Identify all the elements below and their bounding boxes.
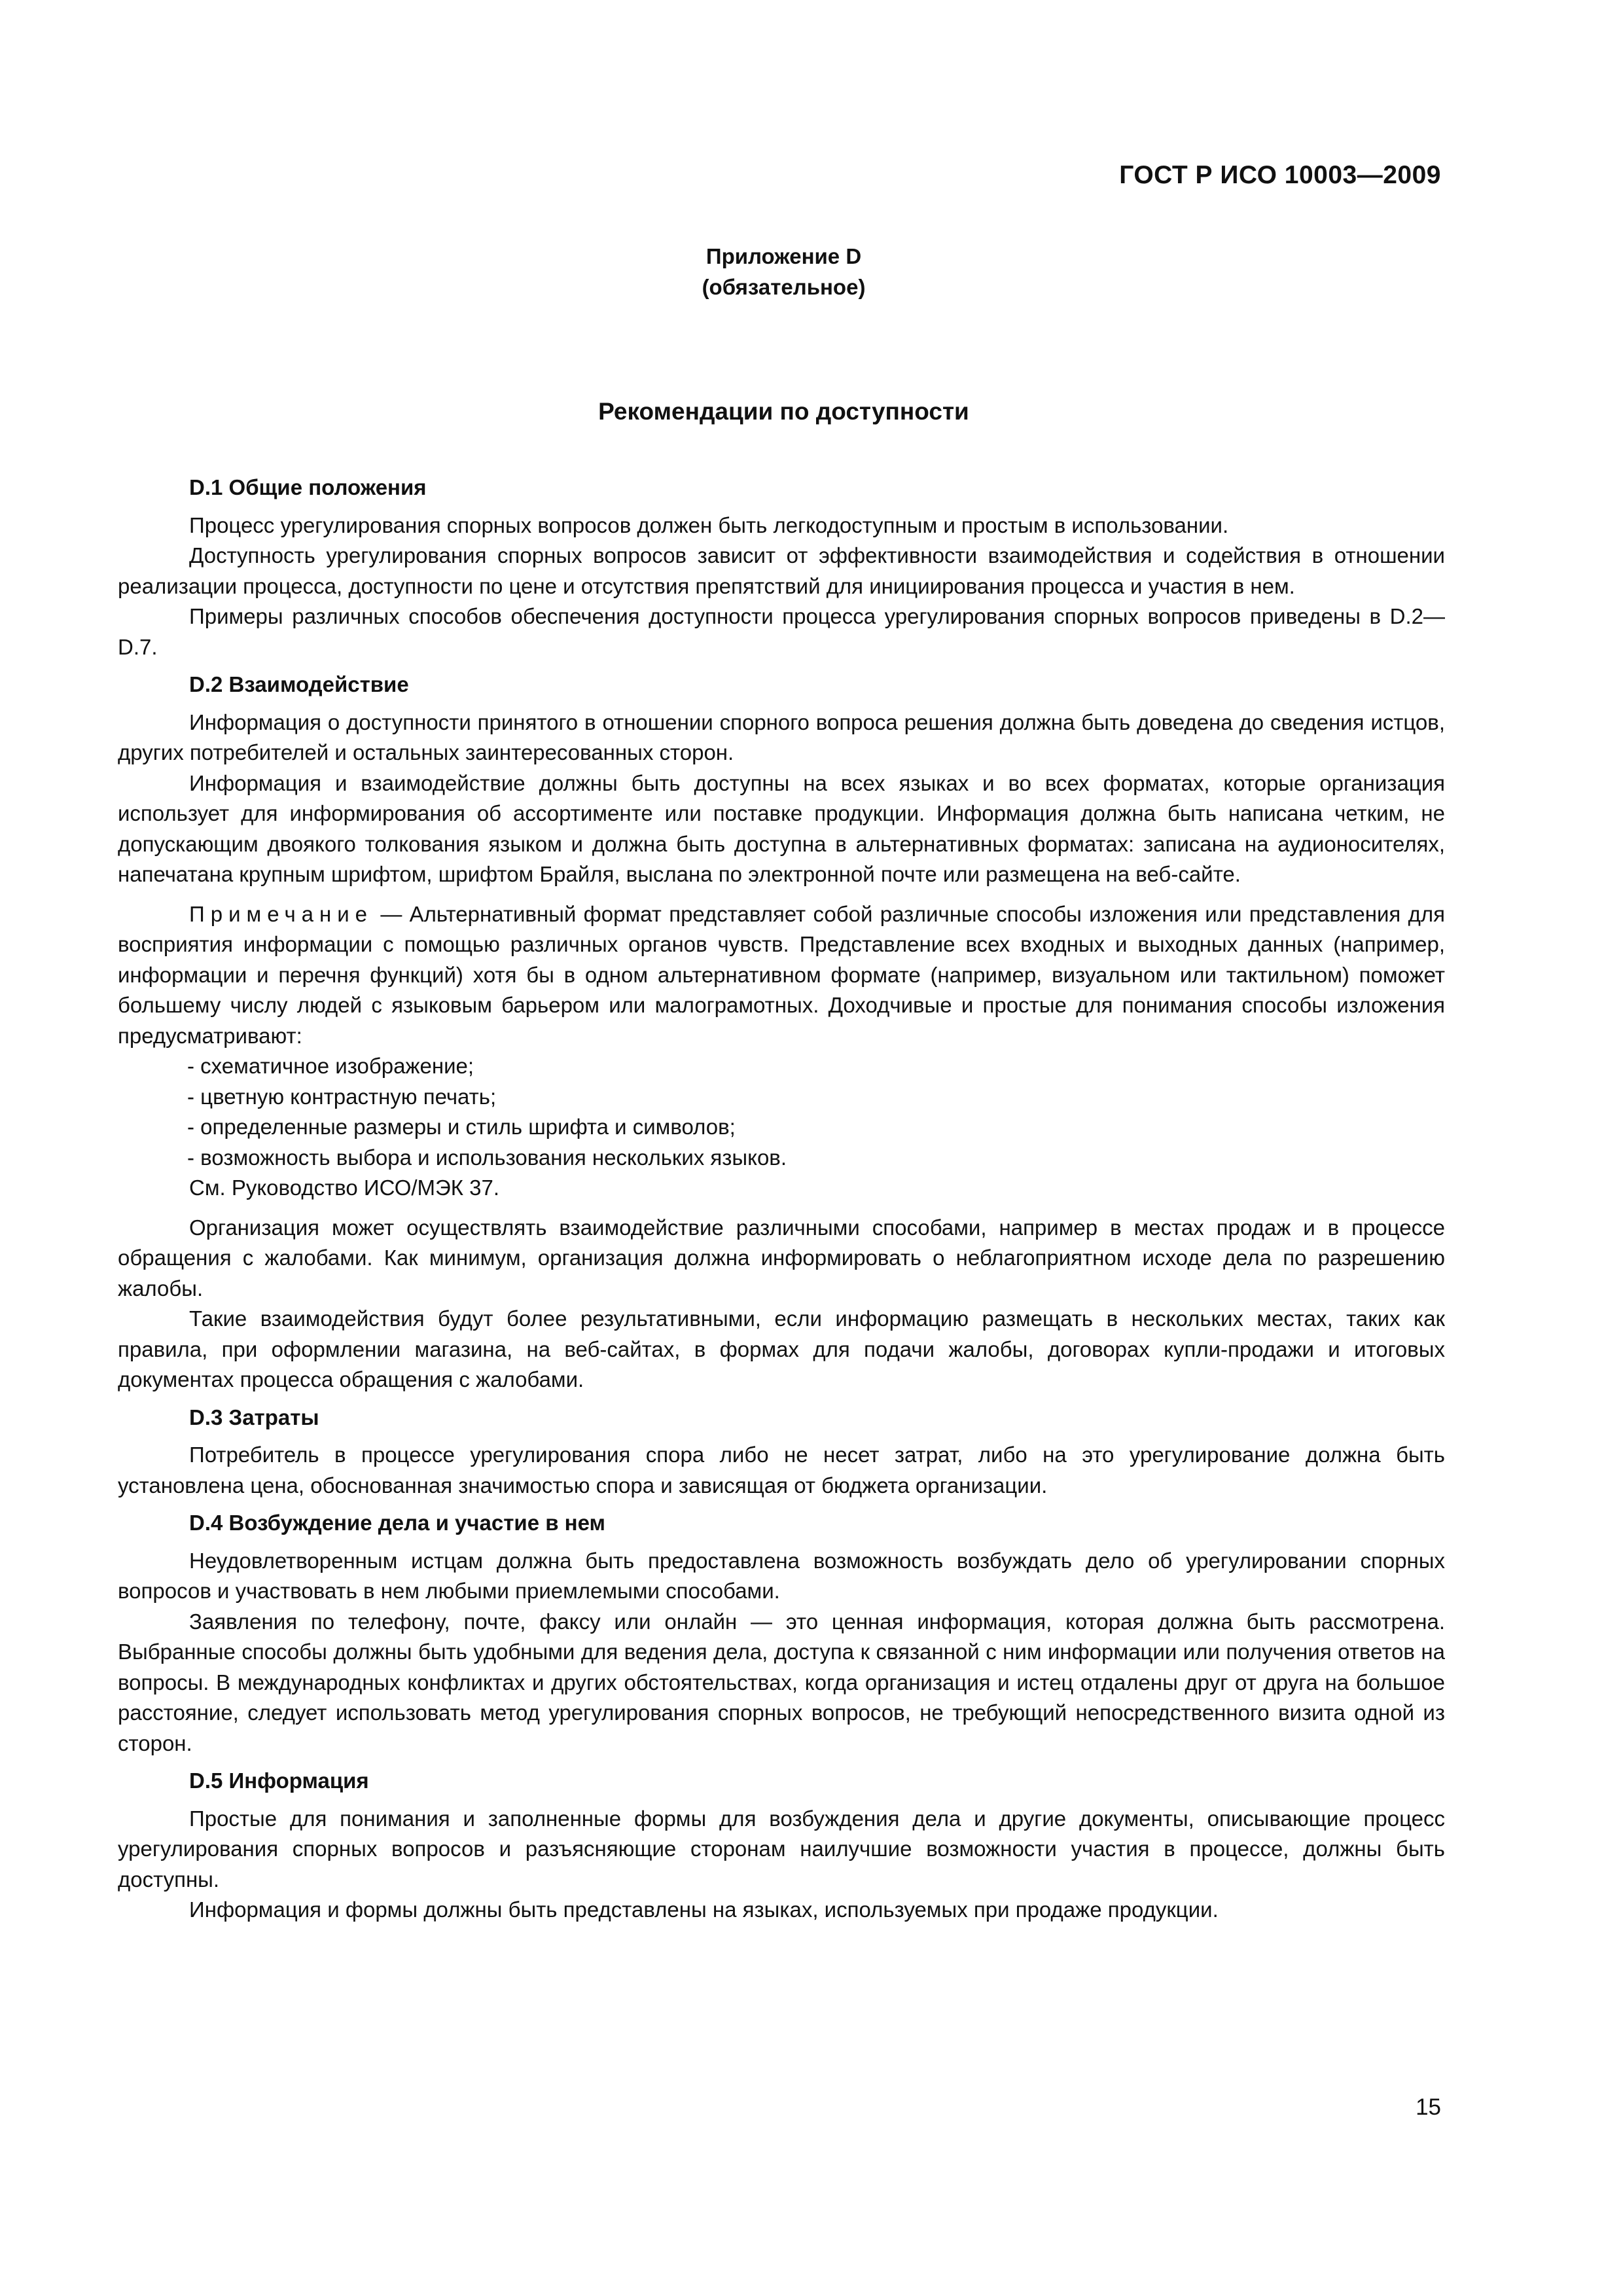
standard-code: ГОСТ Р ИСО 10003—2009 (1119, 161, 1441, 189)
page-number: 15 (1416, 2094, 1441, 2120)
paragraph: Информация и формы должны быть представлены на языках, используемых при продаже продукции. (189, 1897, 1219, 1922)
page-title: Рекомендации по доступности (598, 398, 969, 425)
paragraph: Неудовлетворенным истцам должна быть предоставлена возможность возбуждать дело об урегулировании спорных вопросов и участвовать в нем любыми приемлемыми способами. (118, 1548, 1445, 1603)
list-item: - схематичное изображение; (187, 1051, 1445, 1082)
appendix-label (524, 241, 1044, 302)
note-text: — Альтернативный формат представляет собой различные способы изложения или представления для восприятия информации с помощью различных органов чувств. Представление всех входных и выходных данных (например, информации и перечня функций) хотя бы в одном альтернативном формате (например, визуальном или тактильном) поможет большему числу людей с языковым барьером или малограмотных. Доходчивые и простые для понимания способы изложения предусматривают: (118, 901, 1445, 1048)
section-heading-d5: D.5 Информация (189, 1768, 369, 1793)
format-list (118, 1051, 1445, 1173)
document-body (118, 473, 1445, 1926)
paragraph: Заявления по телефону, почте, факсу или онлайн — это ценная информация, которая должна быть рассмотрена. Выбранные способы должны быть удобными для ведения дела, доступа к связанной с ним информации или получения ответов на вопросы. В международных конфликтах и других обстоятельствах, когда организация и истец отдалены друг от друга на большое расстояние, следует использовать метод урегулирования спорных вопросов, не требующий непосредственного визита одной из сторон. (118, 1609, 1445, 1755)
note-label: Примечание (189, 901, 374, 926)
section-heading-d3: D.3 Затраты (189, 1405, 319, 1429)
note-paragraph (118, 899, 1445, 1052)
paragraph: Процесс урегулирования спорных вопросов должен быть легкодоступным и простым в использовании. (189, 512, 1229, 537)
paragraph: Такие взаимодействия будут более результативными, если информацию размещать в нескольких местах, таких как правила, при оформлении магазина, на веб-сайтах, в формах для подачи жалобы, договорах купли-продажи и итоговых документах процесса обращения с жалобами. (118, 1306, 1445, 1391)
list-item: - цветную контрастную печать; (187, 1082, 1445, 1113)
paragraph: Организация может осуществлять взаимодействие различными способами, например в местах продаж и в процессе обращения с жалобами. Как минимум, организация должна информировать о неблагоприятном исходе дела по разрешению жалобы. (118, 1215, 1445, 1300)
section-heading-d1: D.1 Общие положения (189, 475, 427, 499)
section-heading-d4: D.4 Возбуждение дела и участие в нем (189, 1511, 605, 1535)
paragraph: Потребитель в процессе урегулирования спора либо не несет затрат, либо на это урегулирование должна быть установлена цена, обоснованная значимостью спора и зависящая от бюджета организации. (118, 1443, 1445, 1498)
reference-line: См. Руководство ИСО/МЭК 37. (189, 1175, 500, 1200)
paragraph: Информация и взаимодействие должны быть доступны на всех языках и во всех форматах, которые организация использует для информирования об ассортименте или поставке продукции. Информация должна быть написана четким, не допускающим двоякого толкования языком и должна быть доступна в альтернативных форматах: записана на аудионосителях, напечатана крупным шрифтом, шрифтом Брайля, выслана по электронной почте или размещена на веб-сайте. (118, 770, 1445, 886)
appendix-title: Приложение D (705, 244, 862, 268)
appendix-status: (обязательное) (702, 275, 866, 299)
paragraph: Информация о доступности принятого в отношении спорного вопроса решения должна быть доведена до сведения истцов, других потребителей и остальных заинтересованных сторон. (118, 709, 1445, 764)
list-item: - возможность выбора и использования нескольких языков. (187, 1143, 1445, 1174)
paragraph: Примеры различных способов обеспечения доступности процесса урегулирования спорных вопросов приведены в D.2—D.7. (118, 604, 1445, 659)
list-item: - определенные размеры и стиль шрифта и символов; (187, 1112, 1445, 1143)
section-heading-d2: D.2 Взаимодействие (189, 672, 409, 696)
paragraph: Простые для понимания и заполненные формы для возбуждения дела и другие документы, описывающие процесс урегулирования спорных вопросов и разъясняющие сторонам наилучшие возможности участия в процессе, должны быть доступны. (118, 1806, 1445, 1892)
paragraph: Доступность урегулирования спорных вопросов зависит от эффективности взаимодействия и содействия в отношении реализации процесса, доступности по цене и отсутствия препятствий для инициирования процесса и участия в нем. (118, 543, 1445, 598)
